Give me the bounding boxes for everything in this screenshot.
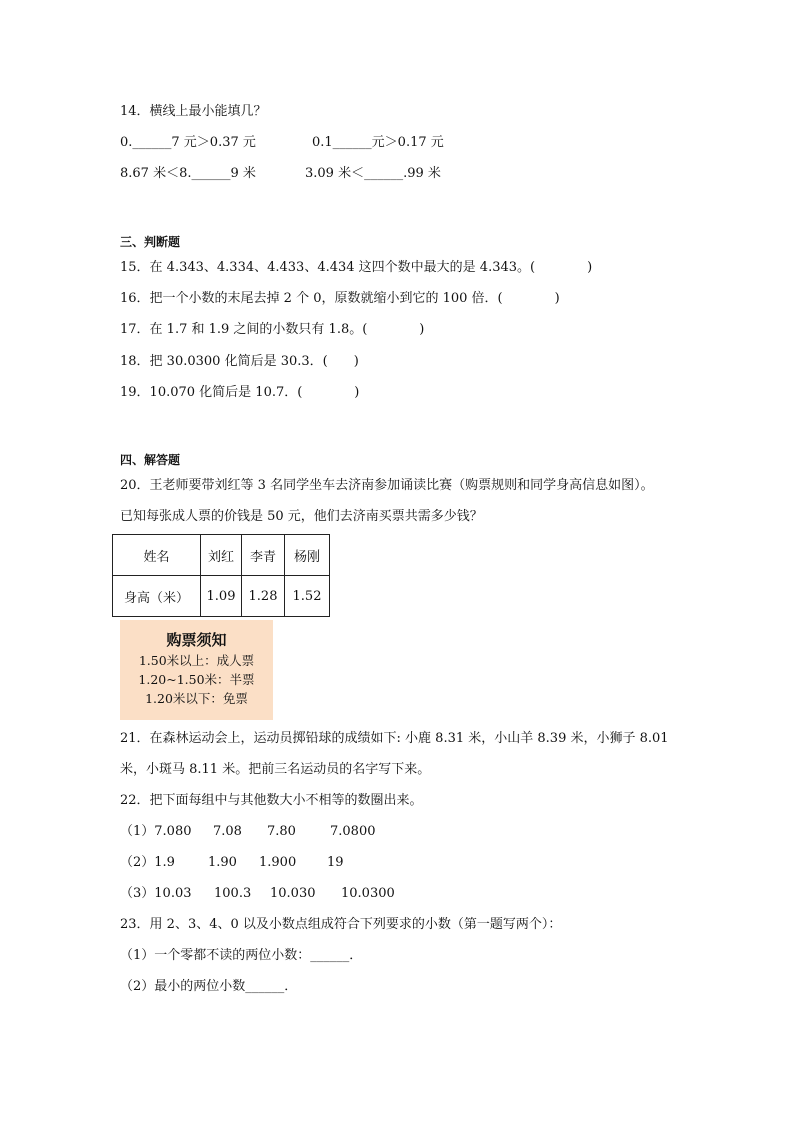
number: 7.0800 (330, 824, 376, 839)
ticket-notice-box (120, 620, 273, 720)
notice-title: 购票须知 (166, 631, 227, 649)
number: 10.03 (154, 886, 192, 901)
number: 7.80 (267, 824, 296, 839)
height-table (112, 534, 330, 617)
q23-part1: （1）一个零都不读的两位小数：______． (120, 948, 363, 963)
table-header-student: 杨刚 (285, 535, 330, 576)
q14-title: 14．横线上最小能填几？ (120, 104, 267, 119)
group-label: （1） (120, 824, 155, 839)
section-heading-judgement: 三、判断题 (120, 235, 181, 249)
table-row (113, 535, 330, 576)
table-header-name: 姓名 (113, 535, 201, 576)
q14-blank-c: 8.67 米＜8.______9 米 (120, 166, 256, 181)
q21-line2: 米，小斑马 8.11 米。把前三名运动员的名字写下来。 (120, 762, 431, 777)
table-row (113, 576, 330, 617)
group-label: （2） (120, 855, 155, 870)
number: 10.0300 (341, 886, 395, 901)
number: 100.3 (214, 886, 252, 901)
table-row-label: 身高（米） (113, 576, 201, 617)
notice-line: 1.20~1.50米：半票 (138, 672, 255, 687)
q23-title: 23．用 2、3、4、0 以及小数点组成符合下列要求的小数（第一题写两个）： (120, 917, 562, 932)
table-cell: 1.28 (242, 576, 285, 617)
number: 1.900 (259, 855, 297, 870)
table-cell: 1.52 (285, 576, 330, 617)
number: 7.080 (154, 824, 192, 839)
q22-group-1 (120, 823, 192, 841)
notice-line: 1.20米以下：免票 (145, 691, 248, 706)
q22-title: 22．把下面每组中与其他数大小不相等的数圈出来。 (120, 793, 423, 808)
q23-part2: （2）最小的两位小数______． (120, 979, 298, 994)
number: 10.030 (270, 886, 316, 901)
q22-group-3 (120, 885, 192, 903)
table-cell: 1.09 (201, 576, 242, 617)
q16: 16．把一个小数的末尾去掉 2 个 0，原数就缩小到它的 100 倍．( ) (120, 291, 560, 306)
q20-line1: 20．王老师要带刘红等 3 名同学坐车去济南参加诵读比赛（购票规则和同学身高信息如图）。 (120, 478, 654, 493)
q14-blank-b: 0.1______元＞0.17 元 (312, 135, 444, 150)
number: 19 (327, 855, 344, 870)
q19: 19．10.070 化简后是 10.7．( ) (120, 385, 360, 400)
table-header-student: 李青 (242, 535, 285, 576)
number: 7.08 (213, 824, 242, 839)
q14-blank-a: 0.______7 元＞0.37 元 (120, 135, 256, 150)
q17: 17．在 1.7 和 1.9 之间的小数只有 1.8。( ) (120, 322, 425, 337)
q18: 18．把 30.0300 化简后是 30.3．( ) (120, 354, 359, 369)
number: 1.9 (154, 855, 175, 870)
section-heading-answers: 四、解答题 (120, 453, 181, 467)
q15: 15．在 4.343、4.334、4.433、4.434 这四个数中最大的是 4.343。( ) (120, 260, 593, 275)
q14-blank-d: 3.09 米＜______.99 米 (305, 166, 441, 181)
number: 1.90 (208, 855, 237, 870)
group-label: （3） (120, 886, 155, 901)
q21-line1: 21．在森林运动会上，运动员掷铅球的成绩如下: 小鹿 8.31 米，小山羊 8.39 米，小狮子 8.01 (120, 731, 669, 746)
q20-line2: 已知每张成人票的价钱是 50 元，他们去济南买票共需多少钱？ (120, 509, 483, 524)
table-header-student: 刘红 (201, 535, 242, 576)
q22-group-2 (120, 854, 175, 872)
notice-line: 1.50米以上：成人票 (138, 653, 255, 668)
